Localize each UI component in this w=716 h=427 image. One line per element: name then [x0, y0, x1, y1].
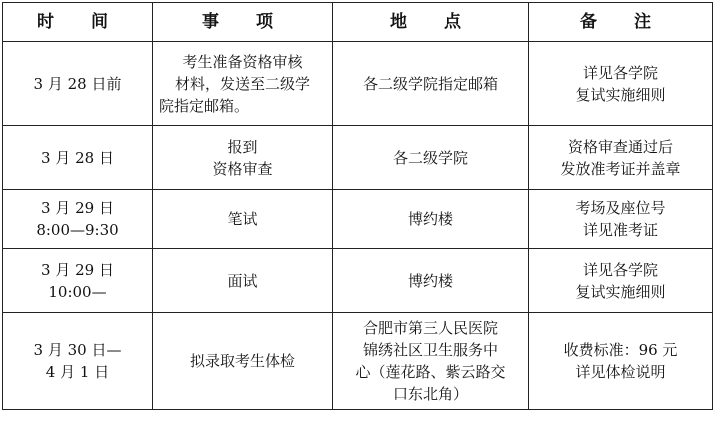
place-cell: 博约楼	[333, 190, 529, 249]
time-cell: 3 月 28 日前	[3, 42, 153, 126]
table-row	[3, 249, 713, 313]
place-cell: 合肥市第三人民医院 锦绣社区卫生服务中 心（莲花路、紫云路交 口东北角）	[333, 313, 529, 410]
item-cell: 笔试	[153, 190, 333, 249]
header-place: 地 点	[333, 3, 529, 42]
note-cell: 考场及座位号 详见准考证	[529, 190, 713, 249]
time-cell: 3 月 29 日 10:00—	[3, 249, 153, 313]
time-cell: 3 月 29 日 8:00—9:30	[3, 190, 153, 249]
item-cell: 拟录取考生体检	[153, 313, 333, 410]
place-cell: 各二级学院	[333, 126, 529, 190]
header-row	[3, 3, 713, 42]
table-row	[3, 313, 713, 410]
item-cell: 报到 资格审查	[153, 126, 333, 190]
header-item: 事 项	[153, 3, 333, 42]
note-cell: 详见各学院 复试实施细则	[529, 249, 713, 313]
note-cell: 详见各学院 复试实施细则	[529, 42, 713, 126]
table-row	[3, 126, 713, 190]
item-cell: 面试	[153, 249, 333, 313]
table-row	[3, 190, 713, 249]
header-note: 备 注	[529, 3, 713, 42]
table-row	[3, 42, 713, 126]
place-cell: 博约楼	[333, 249, 529, 313]
time-cell: 3 月 28 日	[3, 126, 153, 190]
header-time: 时 间	[3, 3, 153, 42]
note-cell: 资格审查通过后 发放准考证并盖章	[529, 126, 713, 190]
schedule-table	[2, 2, 713, 410]
place-cell: 各二级学院指定邮箱	[333, 42, 529, 126]
note-cell: 收费标准：96 元 详见体检说明	[529, 313, 713, 410]
time-cell: 3 月 30 日— 4 月 1 日	[3, 313, 153, 410]
item-cell: 考生准备资格审核 材料，发送至二级学 院指定邮箱。	[153, 42, 333, 126]
